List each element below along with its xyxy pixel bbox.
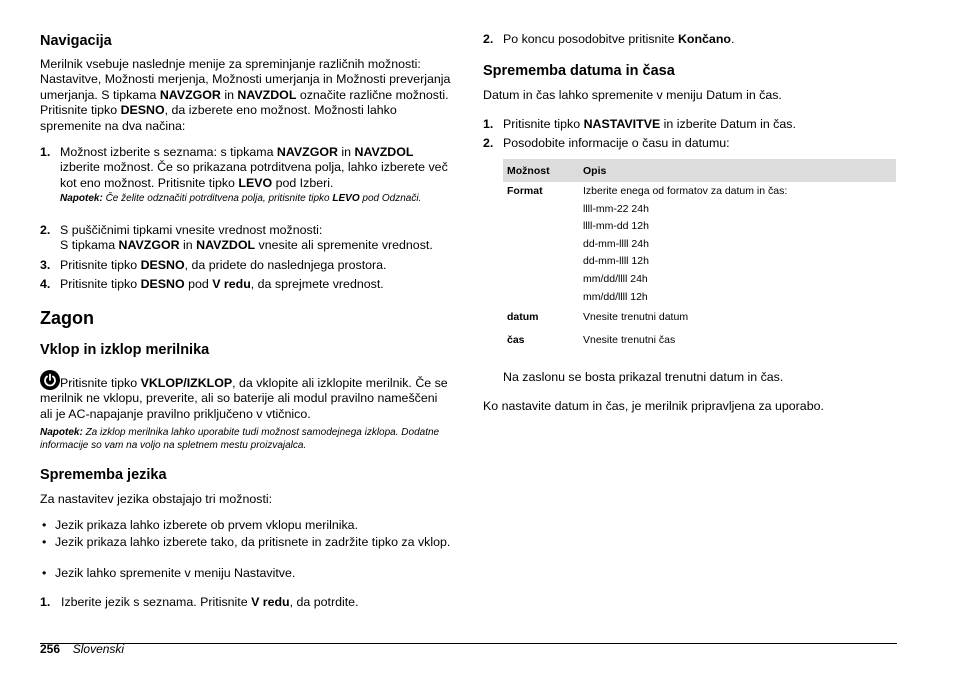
table-header-row — [503, 159, 896, 182]
nav-step-1: 1. Možnost izberite s seznama: s tipkama NAVZGOR in NAVZDOL izberite možnost. Če so prikazana potrditvena polja, lahko izberete več kot eno možnost. Pritisnite tipko LEVO pod Izberi. — [40, 145, 448, 190]
power-heading: Vklop in izklop merilnika — [40, 342, 210, 358]
date-time-heading: Sprememba datuma in časa — [483, 63, 675, 79]
page-number: 256 — [40, 642, 61, 656]
options-table — [503, 159, 896, 346]
footer-language: Slovenski — [72, 642, 125, 656]
navigation-heading: Navigacija — [40, 33, 112, 49]
table-header-description: Opis — [579, 159, 896, 182]
nav-note: Napotek: Če želite odznačiti potrditvena polja, pritisnite tipko LEVO pod Odznači. — [60, 193, 422, 204]
footer — [40, 642, 124, 656]
zagon-heading: Zagon — [40, 308, 94, 328]
power-text: Pritisnite tipko VKLOP/IZKLOP, da vklopite ali izklopite merilnik. Če se merilnik ne vklopu, preverite, ali so baterije ali modul pravilno nameščeni ali je AC-napajanje pravilno priključeno v vtičnico. — [40, 376, 448, 421]
datum-description: Vnesite trenutni datum — [583, 311, 689, 324]
cas-label: čas — [507, 334, 525, 347]
list-item: • Jezik prikaza lahko izberete ob prvem vklopu merilnika. — [42, 518, 359, 532]
cas-description: Vnesite trenutni čas — [583, 334, 676, 347]
date-time-intro: Datum in čas lahko spremenite v meniju Datum in čas. — [483, 88, 782, 102]
table-header-option: Možnost — [503, 159, 579, 182]
navigation-intro: Merilnik vsebuje naslednje menije za spreminjanje različnih možnosti: Nastavitve, Možnosti merjenja, Možnosti umerjanja in Možnosti preverjanja umerjanja. S tipkama NAVZGOR in NAVZDOL označite različne možnosti. Pritisnite tipko DESNO, da izberete eno možnost. Možnosti lahko spremenite na dva načina: — [40, 57, 451, 133]
footer-rule — [40, 643, 897, 644]
format-description: Izberite enega od formatov za datum in čas: llll-mm-22 24h llll-mm-dd 12h dd-mm-llll 24h dd-mm-llll 12h mm/dd/llll 24h mm/dd/llll 12h — [583, 185, 788, 303]
nav-step-2: 2. S puščičnimi tipkami vnesite vrednost možnosti: S tipkama NAVZGOR in NAVZDOL vnesite ali spremenite vrednost. — [40, 223, 433, 253]
table-row — [503, 182, 896, 306]
format-label: Format — [507, 185, 543, 197]
datum-label: datum — [507, 311, 539, 324]
date-step-2: 2. Posodobite informacije o času in datumu: — [483, 136, 730, 150]
list-item: • Jezik lahko spremenite v meniju Nastavitve. — [42, 566, 296, 580]
list-item: • Jezik prikaza lahko izberete tako, da pritisnete in zadržite tipko za vklop. — [42, 535, 451, 549]
after-table-text: Na zaslonu se bosta prikazal trenutni datum in čas. — [503, 370, 784, 384]
table-row — [503, 329, 896, 346]
table-row — [503, 306, 896, 329]
language-step-1: 1. Izberite jezik s seznama. Pritisnite V redu, da potrdite. — [40, 595, 359, 609]
closing-text: Ko nastavite datum in čas, je merilnik pripravljena za uporabo. — [483, 399, 824, 413]
language-heading: Sprememba jezika — [40, 467, 167, 483]
date-step-1: 1. Pritisnite tipko NASTAVITVE in izberite Datum in čas. — [483, 117, 796, 131]
power-note: Napotek: Za izklop merilnika lahko uporabite tudi možnost samodejnega izklopa. Dodatne informacije so vam na voljo na spletnem mestu proizvajalca. — [40, 427, 440, 451]
update-step-2: 2. Po koncu posodobitve pritisnite Končano. — [483, 32, 735, 46]
language-intro: Za nastavitev jezika obstajajo tri možnosti: — [40, 492, 273, 506]
nav-step-3: 3. Pritisnite tipko DESNO, da pridete do naslednjega prostora. — [40, 258, 387, 272]
nav-step-4: 4. Pritisnite tipko DESNO pod V redu, da sprejmete vrednost. — [40, 277, 384, 291]
